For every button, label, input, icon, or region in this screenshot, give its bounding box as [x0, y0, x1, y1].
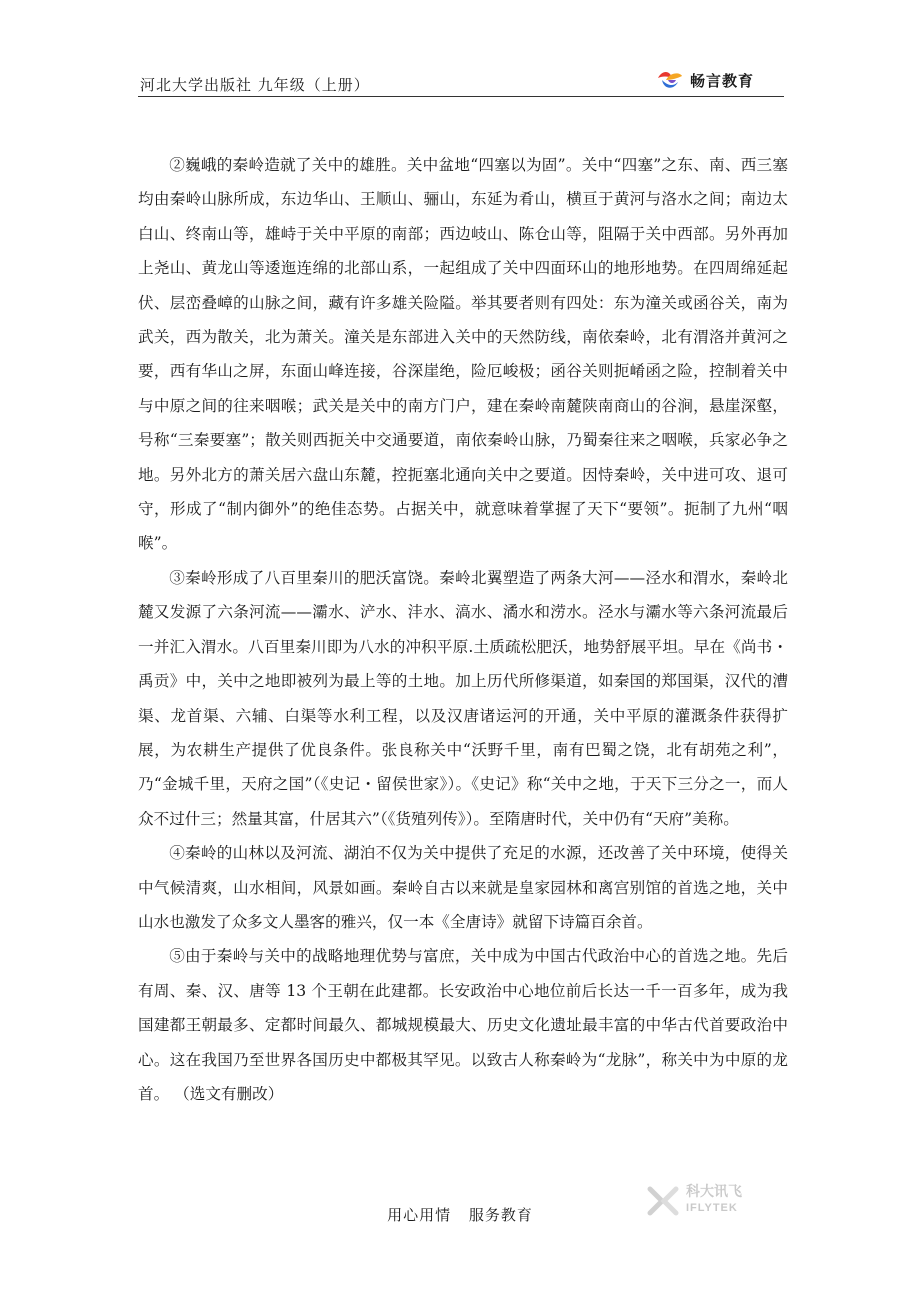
- slogan-right: 服务教育: [468, 1206, 533, 1224]
- brand-logo-icon: [656, 68, 684, 92]
- brand: [656, 66, 754, 94]
- paragraph-4: ④秦岭的山林以及河流、湖泊不仅为关中提供了充足的水源，还改善了关中环境，使得关中气候清爽，山水相间，风景如画。秦岭自古以来就是皇家园林和离宫别馆的首选之地，关中山水也激发了众多文人墨客的雅兴，仅一本《全唐诗》就留下诗篇百余首。: [138, 844, 788, 931]
- footer-slogan: [0, 1204, 920, 1225]
- iflytek-en: IFLYTEK: [686, 1202, 738, 1214]
- brand-name: 畅言教育: [689, 71, 754, 90]
- iflytek-cn: 科大讯飞: [686, 1184, 742, 1200]
- header-divider: [138, 96, 784, 97]
- paragraph-2: ②巍峨的秦岭造就了关中的雄胜。关中盆地“四塞以为固”。关中“四塞”之东、南、西三塞均由秦岭山脉所成，东边华山、王顺山、骊山，东延为肴山，横亘于黄河与洛水之间；南边太白山、终南山等，雄峙于关中平原的南部；西边岐山、陈仓山等，阻隔于关中西部。另外再加上尧山、黄龙山等逶迤连绵的北部山系，一起组成了关中四面环山的地形地势。在四周绵延起伏、层峦叠嶂的山脉之间，藏有许多雄关险隘。举其要者则有四处：东为潼关或函谷关，南为武关，西为散关，北为萧关。潼关是东部进入关中的天然防线，南依秦岭，北有渭洛并黄河之要，西有华山之屏，东面山峰连接，谷深崖绝，险厄峻极；函谷关则扼崤函之险，控制着关中与中原之间的往来咽喉；武关是关中的南方门户，建在秦岭南麓陕南商山的谷涧，悬崖深壑，号称“三秦要塞”；散关则西扼关中交通要道，南依秦岭山脉，乃蜀秦往来之咽喉，兵家必争之地。另外北方的萧关居六盘山东麓，控扼塞北通向关中之要道。因恃秦岭，关中进可攻、退可守，形成了“制内御外”的绝佳态势。占据关中，就意味着掌握了天下“要领”。扼制了九州“咽喉”。: [138, 156, 788, 553]
- page-header: [138, 62, 784, 98]
- article-body: [138, 148, 788, 1111]
- paragraph-3: ③秦岭形成了八百里秦川的肥沃富饶。秦岭北翼塑造了两条大河——泾水和渭水，秦岭北麓又发源了六条河流——灞水、浐水、沣水、滈水、潏水和涝水。泾水与灞水等六条河流最后一并汇入渭水。八百里秦川即为八水的冲积平原.土质疏松肥沃，地势舒展平坦。早在《尚书・禹贡》中，关中之地即被列为最上等的土地。加上历代所修渠道，如秦国的郑国渠，汉代的漕渠、龙首渠、六辅、白渠等水利工程，以及汉唐诸运河的开通，关中平原的灌溉条件获得扩展，为农耕生产提供了优良条件。张良称关中“沃野千里，南有巴蜀之饶，北有胡苑之利”，乃“金城千里，天府之国”（《史记・留侯世家》）。《史记》称“关中之地，于天下三分之一，而人众不过什三；然量其富，什居其六”（《货殖列传》）。至隋唐时代，关中仍有“天府”美称。: [138, 568, 788, 828]
- slogan-left: 用心用情: [387, 1206, 452, 1224]
- publisher-label: 河北大学出版社 九年级（上册）: [140, 76, 370, 94]
- paragraph-5: ⑤由于秦岭与关中的战略地理优势与富庶，关中成为中国古代政治中心的首选之地。先后有周、秦、汉、唐等 13 个王朝在此建都。长安政治中心地位前后长达一千一百多年，成为我国建都王朝最多、定都时间最久、都城规模最大、历史文化遗址最丰富的中华古代首要政治中心。这在我国乃至世界各国历史中都极其罕见。以致古人称秦岭为“龙脉”，称关中为中原的龙首。 （选文有删改）: [138, 947, 788, 1103]
